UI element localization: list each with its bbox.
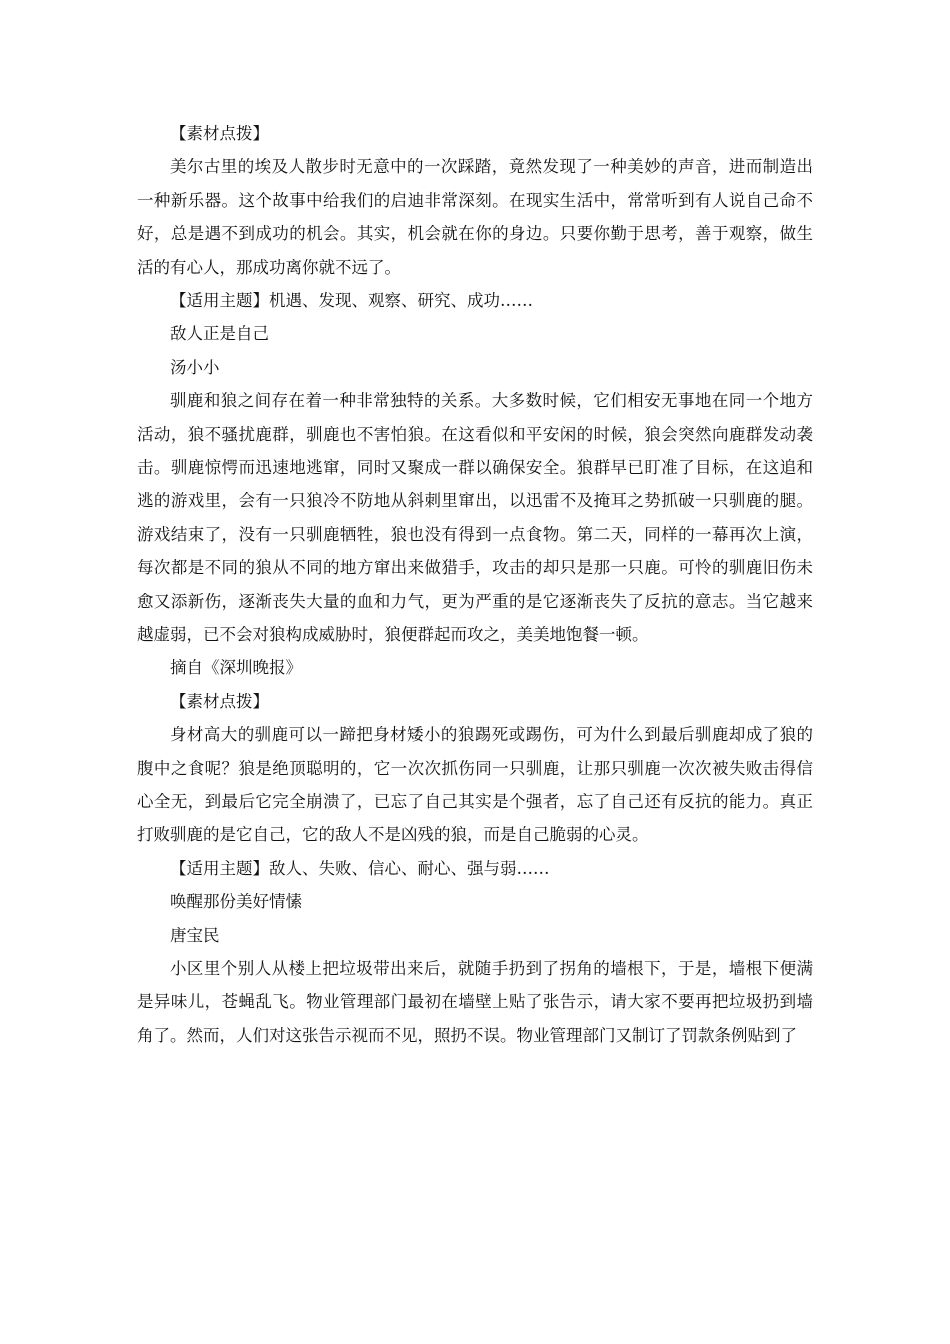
body-paragraph: 小区里个别人从楼上把垃圾带出来后，就随手扔到了拐角的墙根下，于是，墙根下便满是异味儿，苍蝇乱飞。物业管理部门最初在墙壁上贴了张告示，请大家不要再把垃圾扔到墙角了。然而，人们对这张告示视而不见，照扔不误。物业管理部门又制订了罚款条例贴到了: [137, 959, 813, 1045]
theme-line: 【适用主题】机遇、发现、观察、研究、成功……: [170, 291, 533, 311]
article-title: 唤醒那份美好情愫: [170, 892, 302, 912]
document-page: [137, 117, 813, 1052]
article-author: 唐宝民: [170, 925, 220, 945]
article-source: 摘自《深圳晚报》: [170, 658, 302, 678]
section-heading: 【素材点拨】: [170, 691, 269, 711]
article-title: 敌人正是自己: [170, 324, 269, 344]
body-paragraph: 美尔古里的埃及人散步时无意中的一次踩踏，竟然发现了一种美妙的声音，进而制造出一种新乐器。这个故事中给我们的启迪非常深刻。在现实生活中，常常听到有人说自己命不好，总是遇不到成功的机会。其实，机会就在你的身边。只要你勤于思考，善于观察，做生活的有心人，那成功离你就不远了。: [137, 157, 813, 277]
theme-line: 【适用主题】敌人、失败、信心、耐心、强与弱……: [170, 858, 550, 878]
article-author: 汤小小: [170, 357, 220, 377]
section-heading: 【素材点拨】: [170, 124, 269, 143]
body-paragraph: 驯鹿和狼之间存在着一种非常独特的关系。大多数时候，它们相安无事地在同一个地方活动，狼不骚扰鹿群，驯鹿也不害怕狼。在这看似和平安闲的时候，狼会突然向鹿群发动袭击。驯鹿惊愕而迅速地逃窜，同时又聚成一群以确保安全。狼群早已盯准了目标，在这追和逃的游戏里，会有一只狼冷不防地从斜刺里窜出，以迅雷不及掩耳之势抓破一只驯鹿的腿。游戏结束了，没有一只驯鹿牺牲，狼也没有得到一点食物。第二天，同样的一幕再次上演，每次都是不同的狼从不同的地方窜出来做猎手，攻击的却只是那一只鹿。可怜的驯鹿旧伤未愈又添新伤，逐渐丧失大量的血和力气，更为严重的是它逐渐丧失了反抗的意志。当它越来越虚弱，已不会对狼构成威胁时，狼便群起而攻之，美美地饱餐一顿。: [137, 391, 813, 645]
body-paragraph: 身材高大的驯鹿可以一蹄把身材矮小的狼踢死或踢伤，可为什么到最后驯鹿却成了狼的腹中之食呢？狼是绝顶聪明的，它一次次抓伤同一只驯鹿，让那只驯鹿一次次被失败击得信心全无，到最后它完全崩溃了，已忘了自己其实是个强者，忘了自己还有反抗的能力。真正打败驯鹿的是它自己，它的敌人不是凶残的狼，而是自己脆弱的心灵。: [137, 725, 813, 845]
